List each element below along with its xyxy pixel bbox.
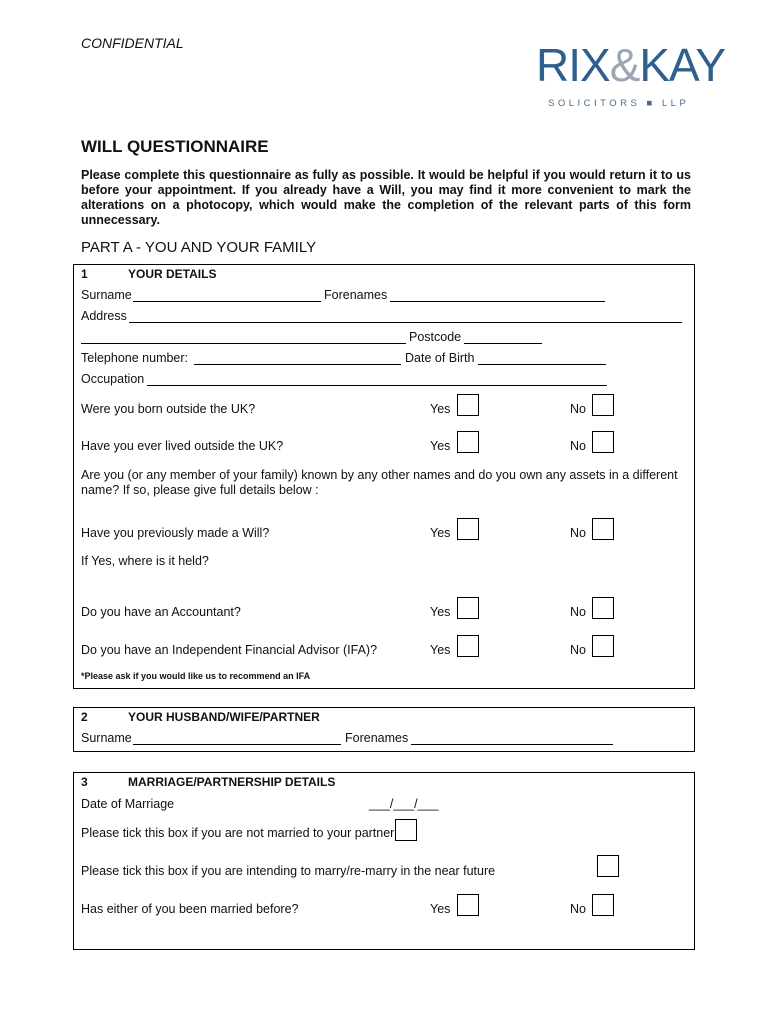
date-of-marriage-field[interactable]: ___/___/___ [369, 797, 439, 811]
forenames-label: Forenames [324, 288, 388, 302]
page-title: WILL QUESTIONNAIRE [81, 137, 269, 156]
telephone-label: Telephone number: [81, 351, 189, 365]
postcode-label: Postcode [409, 330, 462, 344]
ifa-note: *Please ask if you would like us to recommend an IFA [81, 671, 311, 681]
logo-subtitle: SOLICITORS ■ LLP [548, 98, 690, 109]
ifa-yes-checkbox[interactable] [457, 635, 479, 657]
married-before-no-checkbox[interactable] [592, 894, 614, 916]
question-will-location: If Yes, where is it held? [81, 554, 209, 568]
not-married-label: Please tick this box if you are not married to your partner [81, 826, 395, 840]
no-label: No [570, 902, 586, 916]
accountant-no-checkbox[interactable] [592, 597, 614, 619]
partner-surname-label: Surname [81, 731, 132, 745]
question-born-outside-uk: Were you born outside the UK? [81, 402, 256, 416]
yes-label: Yes [430, 643, 451, 657]
no-label: No [570, 526, 586, 540]
yes-label: Yes [430, 439, 451, 453]
born-outside-no-checkbox[interactable] [592, 394, 614, 416]
address-field[interactable] [129, 322, 682, 323]
married-before-yes-checkbox[interactable] [457, 894, 479, 916]
partner-forenames-field[interactable] [411, 744, 613, 745]
lived-outside-no-checkbox[interactable] [592, 431, 614, 453]
confidential-label: CONFIDENTIAL [81, 35, 184, 51]
occupation-label: Occupation [81, 372, 145, 386]
partner-surname-field[interactable] [133, 744, 341, 745]
lived-outside-yes-checkbox[interactable] [457, 431, 479, 453]
logo-wordmark: RIX&KAY [536, 39, 726, 91]
company-logo [530, 39, 726, 120]
yes-label: Yes [430, 902, 451, 916]
yes-label: Yes [430, 402, 451, 416]
section-partner [73, 707, 695, 752]
surname-label: Surname [81, 288, 132, 302]
surname-field[interactable] [133, 301, 321, 302]
born-outside-yes-checkbox[interactable] [457, 394, 479, 416]
address-field-line2[interactable] [81, 343, 406, 344]
yes-label: Yes [430, 526, 451, 540]
question-married-before: Has either of you been married before? [81, 902, 299, 916]
yes-label: Yes [430, 605, 451, 619]
section-title: YOUR DETAILS [128, 267, 217, 281]
dob-label: Date of Birth [405, 351, 475, 365]
question-ifa: Do you have an Independent Financial Advisor (IFA)? [81, 643, 378, 657]
no-label: No [570, 605, 586, 619]
section-your-details [73, 264, 695, 689]
partner-forenames-label: Forenames [345, 731, 409, 745]
section-marriage-details [73, 772, 695, 950]
section-number: 2 [81, 710, 88, 724]
dob-field[interactable] [478, 364, 606, 365]
intro-paragraph: Please complete this questionnaire as fully as possible. It would be helpful if you would return it to us before your appointment. If you already have a Will, you may find it more convenient to mark the alterations on a photocopy, which would make the completion of the relevant parts of this form unnecessary. [81, 168, 691, 227]
question-lived-outside-uk: Have you ever lived outside the UK? [81, 439, 284, 453]
ifa-no-checkbox[interactable] [592, 635, 614, 657]
section-title: YOUR HUSBAND/WIFE/PARTNER [128, 710, 320, 724]
postcode-field[interactable] [464, 343, 542, 344]
no-label: No [570, 439, 586, 453]
question-accountant: Do you have an Accountant? [81, 605, 241, 619]
date-of-marriage-label: Date of Marriage [81, 797, 175, 811]
part-a-heading: PART A - YOU AND YOUR FAMILY [81, 239, 317, 256]
section-number: 3 [81, 775, 88, 789]
address-label: Address [81, 309, 127, 323]
telephone-field[interactable] [194, 364, 401, 365]
question-other-names: Are you (or any member of your family) known by any other names and do you own any assets in a different name? If so, please give full details below : [81, 468, 678, 497]
previous-will-no-checkbox[interactable] [592, 518, 614, 540]
section-number: 1 [81, 267, 88, 281]
question-previous-will: Have you previously made a Will? [81, 526, 270, 540]
no-label: No [570, 643, 586, 657]
no-label: No [570, 402, 586, 416]
forenames-field[interactable] [390, 301, 605, 302]
intending-to-marry-checkbox[interactable] [597, 855, 619, 877]
intending-to-marry-label: Please tick this box if you are intending to marry/re-marry in the near future [81, 864, 496, 878]
accountant-yes-checkbox[interactable] [457, 597, 479, 619]
not-married-checkbox[interactable] [395, 819, 417, 841]
occupation-field[interactable] [147, 385, 607, 386]
previous-will-yes-checkbox[interactable] [457, 518, 479, 540]
section-title: MARRIAGE/PARTNERSHIP DETAILS [128, 775, 336, 789]
